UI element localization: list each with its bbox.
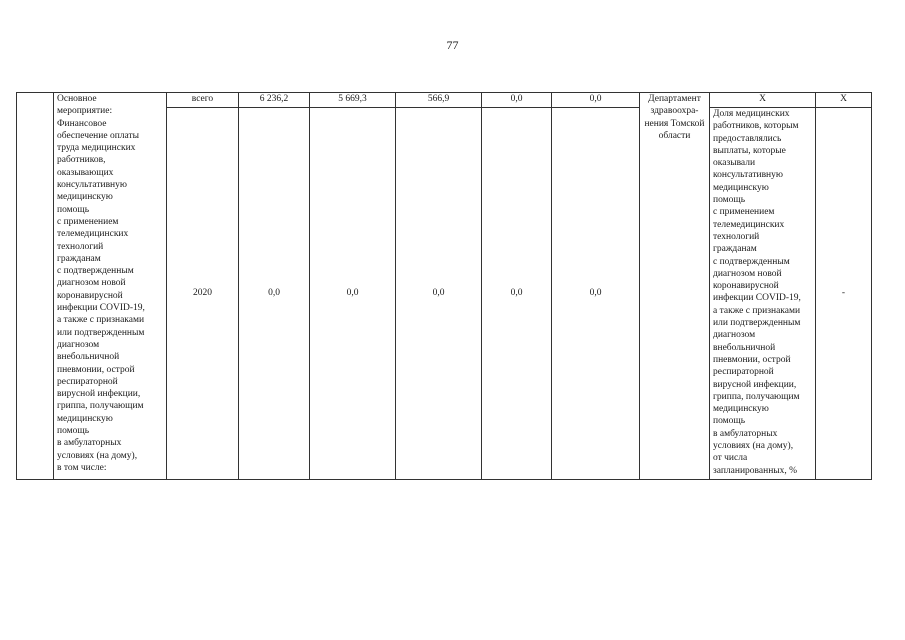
indicator-header-cell: Х xyxy=(710,93,816,108)
indicator-name-cell: Доля медицинских работников, которым предоставлялись выплаты, которые оказывали консультативную медицинскую помощь с применением телемедицинских технологий гражданам с подтвержденным диагнозом новой коронавирусной инфекции COVID-19, а также с признаками или подтвержденным диагнозом внебольничной пневмонии, острой респираторной вирусной инфекции, гриппа, получающим медицинскую помощь в амбулаторных условиях (на дому), от числа запланированных, % xyxy=(710,108,816,480)
funding-cell: 0,0 xyxy=(482,93,552,108)
program-table xyxy=(16,92,872,480)
funding-cell: 0,0 xyxy=(396,108,482,480)
funding-cell: 566,9 xyxy=(396,93,482,108)
indicator-value-header-cell: Х xyxy=(816,93,872,108)
total-cell: 0,0 xyxy=(239,108,310,480)
funding-cell: 5 669,3 xyxy=(310,93,396,108)
activity-name-cell: Основное мероприятие: Финансовое обеспечение оплаты труда медицинских работников, оказывающих консультативную медицинскую помощь с применением телемедицинских технологий гражданам с подтвержденным диагнозом новой коронавирусной инфекции COVID-19, а также с признаками или подтвержденным диагнозом внебольничной пневмонии, острой респираторной вирусной инфекции, гриппа, получающим медицинскую помощь в амбулаторных условиях (на дому), в том числе: xyxy=(54,93,167,480)
executor-cell: Департамент здравоохра- нения Томской области xyxy=(640,93,710,480)
funding-cell: 0,0 xyxy=(310,108,396,480)
period-cell: всего xyxy=(167,93,239,108)
page-number: 77 xyxy=(446,38,459,52)
table-row xyxy=(17,93,872,108)
indicator-value-cell: - xyxy=(816,108,872,480)
funding-cell: 0,0 xyxy=(552,108,640,480)
funding-cell: 0,0 xyxy=(482,108,552,480)
total-cell: 6 236,2 xyxy=(239,93,310,108)
period-cell: 2020 xyxy=(167,108,239,480)
funding-cell: 0,0 xyxy=(552,93,640,108)
row-number-cell xyxy=(17,93,54,480)
